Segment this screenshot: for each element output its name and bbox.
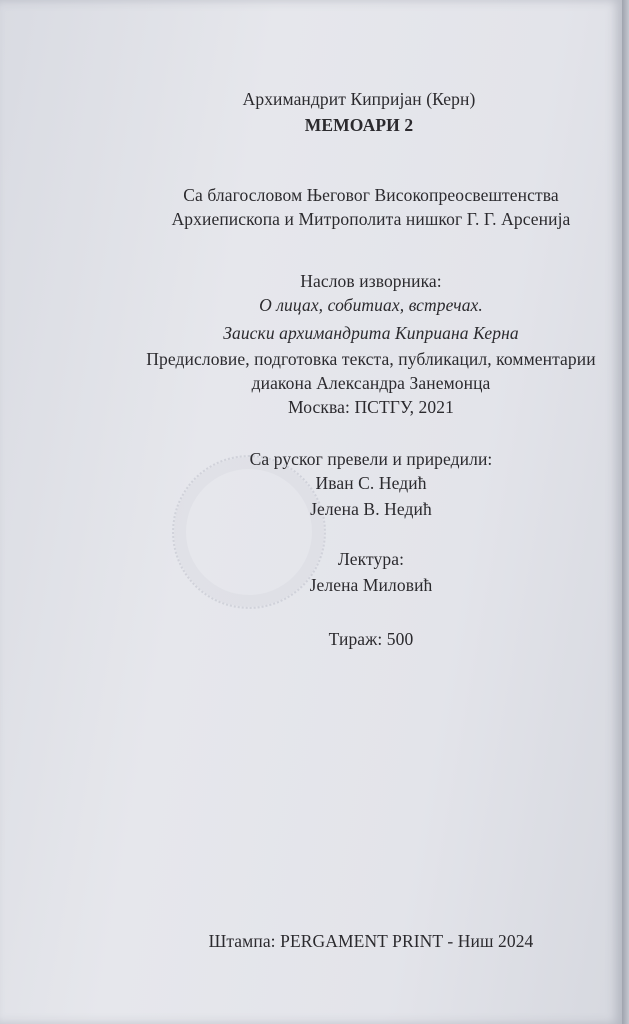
original-title-heading: Наслов изворника:	[300, 271, 442, 291]
original-title-line-1: О лицах, собитиах, встречах.	[259, 295, 483, 315]
translation-heading: Са руског превели и приредили:	[249, 449, 493, 469]
page-edge	[622, 0, 629, 1024]
translator-2: Јелена В. Недић	[310, 499, 432, 519]
blessing-line-2: Архиепископа и Митрополита нишког Г. Г. Арсенија	[171, 209, 571, 229]
print-run: Тираж: 500	[328, 629, 414, 649]
original-notes: Предисловие, подготовка текста, публикацил, комментарии	[146, 349, 596, 369]
original-editor: диакона Александра Занемонца	[251, 373, 491, 393]
original-publisher: Москва: ПСТГУ, 2021	[288, 397, 454, 417]
printer-line: Штампа: PERGAMENT PRINT - Ниш 2024	[208, 931, 534, 951]
author-line: Архимандрит Кипријан (Керн)	[242, 89, 476, 109]
blessing-line-1: Са благословом Његовог Високопреосвештенства	[183, 185, 559, 205]
book-title: МЕМОАРИ 2	[304, 115, 414, 135]
translator-1: Иван С. Недић	[315, 473, 427, 493]
proofreader-name: Јелена Миловић	[309, 575, 433, 595]
proofreading-heading: Лектура:	[337, 549, 405, 569]
original-title-line-2: Заиски архимандрита Киприана Керна	[223, 323, 519, 343]
